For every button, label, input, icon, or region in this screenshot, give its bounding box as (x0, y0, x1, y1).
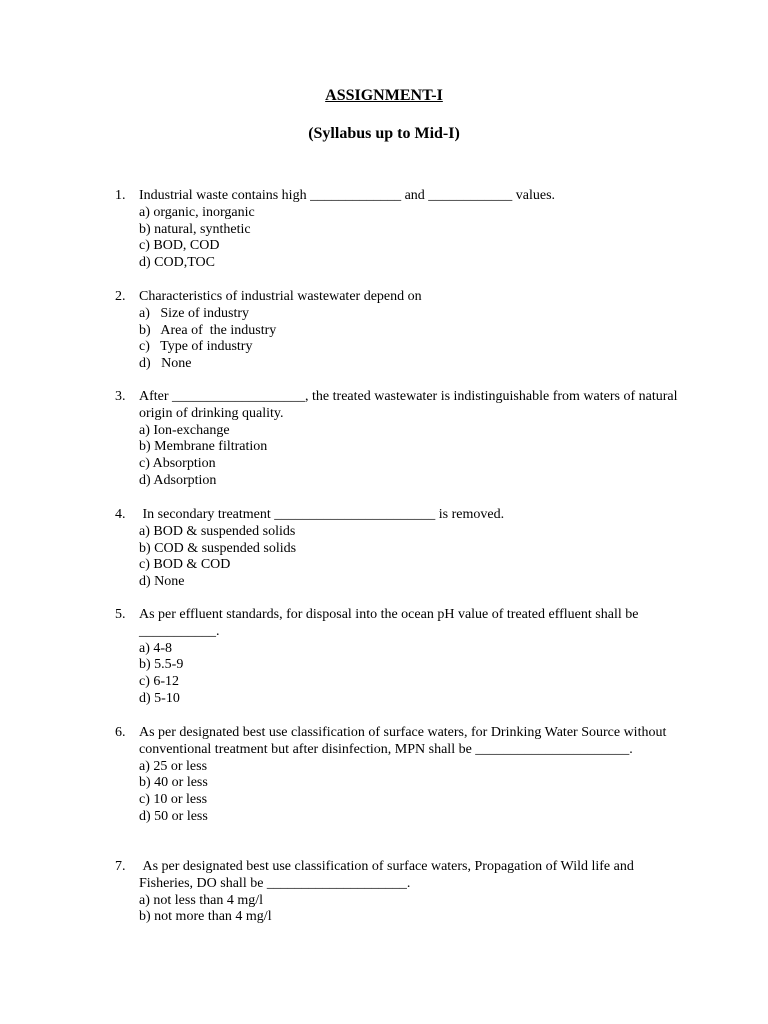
option-c: c) BOD & COD (139, 557, 231, 573)
option-a: a) Ion-exchange (139, 422, 230, 438)
option-a: a) 25 or less (139, 758, 208, 774)
option-a: a) organic, inorganic (139, 204, 255, 220)
option-a: a) not less than 4 mg/l (139, 892, 264, 908)
question-5 (115, 607, 685, 708)
option-d: d) None (139, 356, 192, 372)
option-a: a) BOD & suspended solids (139, 523, 296, 539)
question-2 (115, 289, 685, 373)
question-number: 4. (115, 507, 126, 522)
option-b: b) COD & suspended solids (139, 540, 297, 556)
option-c: c) 6-12 (139, 674, 180, 690)
question-number: 3. (115, 389, 126, 404)
question-number: 1. (115, 188, 126, 203)
option-a: a) Size of industry (139, 305, 250, 321)
option-d: d) Adsorption (139, 472, 217, 488)
question-number: 2. (115, 289, 126, 304)
question-number: 7. (115, 859, 126, 874)
question-4 (115, 507, 685, 591)
question-6 (115, 725, 685, 826)
question-text: As per designated best use classification of surface waters, Propagation of Wild life and Fisheries, DO shall be ____________________. (139, 859, 638, 891)
option-b: b) Membrane filtration (139, 439, 268, 455)
question-text: Industrial waste contains high _____________ and ____________ values. (139, 188, 556, 203)
page-title: ASSIGNMENT-I (325, 87, 443, 104)
option-b: b) 40 or less (139, 775, 208, 791)
question-text: As per effluent standards, for disposal into the ocean pH value of treated effluent shall be ___________. (139, 607, 642, 639)
question-number: 6. (115, 725, 126, 740)
option-d: d) None (139, 574, 185, 590)
option-b: b) natural, synthetic (139, 221, 251, 237)
option-c: c) Absorption (139, 456, 216, 472)
page-subtitle: (Syllabus up to Mid-I) (308, 125, 460, 142)
option-b: b) Area of the industry (139, 322, 277, 338)
question-number: 5. (115, 607, 126, 622)
option-c: c) 10 or less (139, 792, 208, 808)
question-text: In secondary treatment _______________________ is removed. (139, 507, 505, 522)
option-c: c) Type of industry (139, 339, 253, 355)
question-1 (115, 188, 685, 272)
option-d: d) 50 or less (139, 808, 208, 824)
question-text: After ___________________, the treated wastewater is indistinguishable from waters of natural origin of drinking quality. (139, 389, 681, 421)
option-d: d) 5-10 (139, 690, 180, 706)
option-b: b) 5.5-9 (139, 657, 184, 673)
option-a: a) 4-8 (139, 640, 173, 656)
option-b: b) not more than 4 mg/l (139, 909, 272, 925)
question-3 (115, 389, 685, 490)
question-text: Characteristics of industrial wastewater depend on (139, 289, 422, 304)
question-text: As per designated best use classification of surface waters, for Drinking Water Source without conventional treatment but after disinfection, MPN shall be ______________________. (139, 725, 670, 757)
question-7 (115, 859, 685, 926)
option-d: d) COD,TOC (139, 255, 215, 271)
option-c: c) BOD, COD (139, 238, 220, 254)
